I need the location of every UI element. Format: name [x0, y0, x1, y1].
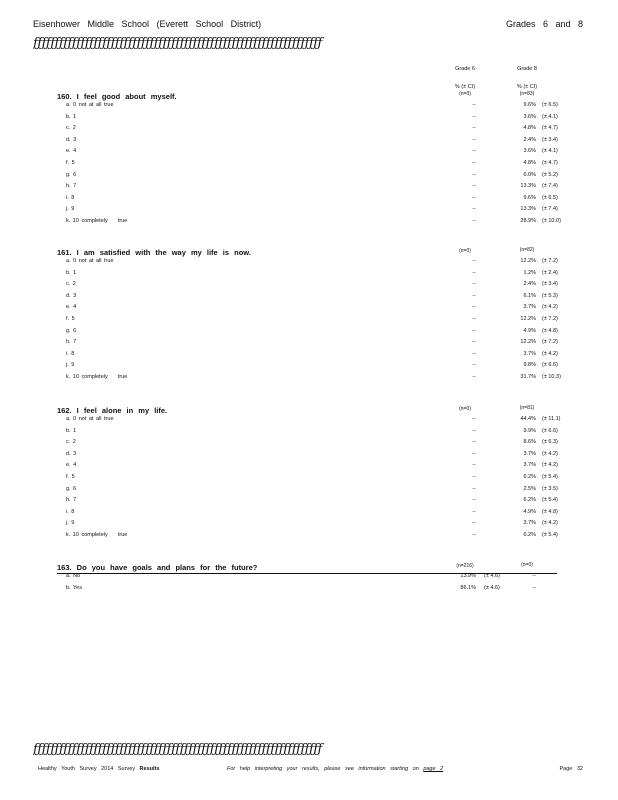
grade8-ci: (± 3.4) [542, 281, 558, 288]
response-row [66, 428, 566, 439]
response-label: f. 5 [66, 316, 75, 322]
grade8-percent: 13.3% [520, 206, 536, 213]
grade8-percent: 3.7% [523, 350, 536, 357]
response-label: c. 2 [66, 125, 76, 132]
response-label: d. 3 [66, 292, 77, 299]
grade8-percent: 2.5% [523, 485, 536, 492]
grade6-percent: -- [472, 450, 476, 457]
footer-rule: ƒƒƒƒƒƒƒƒƒƒƒƒƒƒƒƒƒƒƒƒƒƒƒƒƒƒƒƒƒƒƒƒƒƒƒƒƒƒƒƒƒƒƒƒƒƒƒƒƒƒƒƒƒƒƒƒƒƒƒƒƒƒƒƒƒƒƒ [33, 742, 322, 757]
grade6-percent: -- [472, 113, 476, 120]
grade8-ci: (± 5.4) [542, 532, 558, 538]
grade8-percent: 6.2% [523, 474, 536, 480]
response-row [66, 339, 566, 350]
grade8-ci: (± 10.0) [542, 218, 561, 224]
response-row [66, 532, 566, 543]
grade8-ci: (± 4.7) [542, 125, 558, 132]
question-title: 160. I feel good about myself. [57, 92, 177, 101]
grade8-ci: (± 4.7) [542, 160, 558, 166]
school-name: Eisenhower Middle School (Everett School District) [33, 19, 262, 29]
page-number: Page 32 [559, 766, 583, 772]
response-label: k. 10 completely true [66, 218, 128, 224]
grade6-percent: -- [472, 194, 476, 201]
response-label: j. 9 [66, 520, 75, 527]
response-row [66, 270, 566, 281]
grade8-percent: 6.2% [523, 532, 536, 538]
grade6-percent: -- [472, 427, 476, 434]
footer-page-link[interactable]: page 2 [423, 766, 444, 772]
grade6-percent: -- [472, 148, 476, 155]
response-label: j. 9 [66, 206, 75, 213]
grade8-ci: (± 4.2) [542, 304, 558, 311]
grade8-ci: (± 6.3) [542, 439, 558, 446]
grade8-ci: (± 6.5) [542, 102, 558, 108]
grade6-percent: -- [472, 316, 476, 322]
response-row [66, 486, 566, 497]
grade6-percent: -- [472, 485, 476, 492]
response-row [66, 206, 566, 217]
response-row [66, 137, 566, 148]
grade6-percent: -- [472, 362, 476, 369]
response-row [66, 172, 566, 183]
response-row [66, 416, 566, 427]
grade8-ci: (± 4.2) [542, 450, 558, 457]
response-row [66, 328, 566, 339]
question-title: 163. Do you have goals and plans for the future? [57, 563, 258, 572]
grade6-percent: -- [472, 281, 476, 288]
grade6-percent: -- [472, 462, 476, 469]
footer-help-text [227, 766, 443, 772]
response-label: f. 5 [66, 474, 75, 480]
response-row [66, 351, 566, 362]
grade8-ci: (± 6.6) [542, 427, 558, 434]
header-rule: ƒƒƒƒƒƒƒƒƒƒƒƒƒƒƒƒƒƒƒƒƒƒƒƒƒƒƒƒƒƒƒƒƒƒƒƒƒƒƒƒƒƒƒƒƒƒƒƒƒƒƒƒƒƒƒƒƒƒƒƒƒƒƒƒƒƒƒ [33, 36, 322, 51]
grade8-sample-size: (n=82) [519, 247, 535, 253]
grade6-percent: -- [472, 183, 476, 190]
response-row [66, 114, 566, 125]
grade6-percent: -- [472, 474, 476, 480]
grade8-ci: (± 4.1) [542, 148, 558, 155]
response-row [66, 474, 566, 485]
grade8-percent: 9.8% [523, 362, 536, 369]
grade8-percent: 28.9% [520, 218, 536, 224]
grade8-ci: (± 6.5) [542, 194, 558, 201]
grade6-percent: -- [472, 292, 476, 299]
response-row [66, 304, 566, 315]
grade8-percent: 9.9% [523, 427, 536, 434]
grade6-percent: -- [472, 532, 476, 538]
grade8-percent: -- [532, 573, 536, 579]
page-header [33, 19, 583, 29]
grade8-ci: (± 5.4) [542, 474, 558, 480]
grade8-percent: 3.7% [523, 304, 536, 311]
grade8-percent: 4.8% [523, 125, 536, 132]
grade8-percent: 31.7% [520, 374, 536, 380]
grade6-percent: -- [472, 439, 476, 446]
grade8-ci: (± 7.2) [542, 316, 558, 322]
response-label: k. 10 completely true [66, 374, 128, 380]
grade6-percent: -- [472, 304, 476, 311]
grade8-percent: 9.6% [523, 194, 536, 201]
response-label: b. 1 [66, 113, 77, 120]
grade6-sample-size: (n=0) [459, 248, 471, 254]
grade8-ci: (± 11.1) [542, 416, 561, 422]
grade8-percent: 3.7% [523, 520, 536, 527]
grade8-percent: 6.2% [523, 497, 536, 504]
response-label: e. 4 [66, 304, 77, 311]
response-row [66, 573, 566, 584]
grade8-percent: 2.4% [523, 281, 536, 288]
response-label: b. 1 [66, 269, 77, 276]
grade8-percent: 4.8% [523, 160, 536, 166]
grade8-percent: 3.6% [523, 148, 536, 155]
grade6-percent: 86.1% [460, 584, 476, 591]
response-label: c. 2 [66, 439, 76, 446]
grade8-percent: 3.7% [523, 450, 536, 457]
grade8-ci: (± 4.8) [542, 508, 558, 515]
response-label: k. 10 completely true [66, 532, 128, 538]
grade8-percent: 6.0% [523, 171, 536, 178]
grade6-ci: (± 4.6) [484, 573, 500, 579]
response-row [66, 497, 566, 508]
grade6-percent: -- [472, 102, 476, 108]
grade8-ci: (± 4.2) [542, 462, 558, 469]
response-row [66, 509, 566, 520]
grade6-percent: -- [472, 258, 476, 264]
grade6-percent: -- [472, 508, 476, 515]
response-label: h. 7 [66, 183, 77, 190]
grade6-column-header: Grade 6 [455, 66, 475, 72]
response-row [66, 585, 566, 596]
response-row [66, 451, 566, 462]
grade6-percent: -- [472, 206, 476, 213]
response-label: c. 2 [66, 281, 76, 288]
grade8-percent: 6.1% [523, 292, 536, 299]
response-label: d. 3 [66, 450, 77, 457]
response-row [66, 218, 566, 229]
response-row [66, 374, 566, 385]
grade8-percent: 3.7% [523, 462, 536, 469]
response-label: d. 3 [66, 136, 77, 143]
grade8-percent: 4.9% [523, 508, 536, 515]
grade6-percent: -- [472, 160, 476, 166]
response-row [66, 439, 566, 450]
grade8-pct-ci-header: % (± CI) [516, 84, 538, 90]
grade6-percent: -- [472, 269, 476, 276]
response-label: i. 8 [66, 350, 75, 357]
response-label: a. 0 not at all true [66, 258, 114, 264]
grade8-ci: (± 7.4) [542, 206, 558, 213]
grade8-percent: 3.6% [523, 113, 536, 120]
grade8-ci: (± 7.2) [542, 258, 558, 264]
grade6-percent: -- [472, 327, 476, 334]
response-row [66, 183, 566, 194]
response-label: e. 4 [66, 148, 77, 155]
grade8-ci: (± 3.4) [542, 136, 558, 143]
response-label: i. 8 [66, 508, 75, 515]
grade8-ci: (± 2.4) [542, 269, 558, 276]
grade8-ci: (± 4.2) [542, 350, 558, 357]
footer-help-sentence: For help interpreting your results, please see information starting on [227, 766, 419, 772]
grade8-column-header: Grade 8 [517, 66, 537, 72]
grade8-ci: (± 5.2) [542, 171, 558, 178]
grade6-percent: -- [472, 218, 476, 224]
grade8-percent: 13.3% [520, 183, 536, 190]
grade8-sample-size: (n=0) [521, 562, 533, 568]
response-row [66, 316, 566, 327]
grade8-percent: 12.2% [520, 258, 536, 264]
grade6-pct-ci-header: % (± CI) [454, 84, 476, 90]
grade8-sample-size: (n=83) [519, 91, 535, 97]
grade6-percent: -- [472, 350, 476, 357]
grade6-percent: 13.9% [460, 573, 476, 579]
grade8-percent: 44.4% [520, 416, 536, 422]
response-row [66, 102, 566, 113]
response-label: b. Yes [66, 584, 82, 591]
response-row [66, 125, 566, 136]
grade8-ci: (± 4.2) [542, 520, 558, 527]
grade8-ci: (± 3.5) [542, 485, 558, 492]
response-label: h. 7 [66, 497, 77, 504]
response-row [66, 281, 566, 292]
footer-survey-name: Healthy Youth Survey 2014 Survey [38, 766, 136, 772]
grade8-percent: 12.2% [520, 339, 536, 346]
grade8-percent: -- [532, 584, 536, 591]
grades-label: Grades 6 and 8 [505, 19, 583, 29]
response-row [66, 520, 566, 531]
grade8-ci: (± 5.4) [542, 497, 558, 504]
response-label: g. 6 [66, 485, 77, 492]
grade6-percent: -- [472, 125, 476, 132]
grade8-ci: (± 4.8) [542, 327, 558, 334]
grade8-ci: (± 7.2) [542, 339, 558, 346]
grade8-percent: 1.2% [523, 269, 536, 276]
response-row [66, 462, 566, 473]
response-label: e. 4 [66, 462, 77, 469]
response-label: g. 6 [66, 327, 77, 334]
grade8-percent: 9.6% [523, 102, 536, 108]
grade8-percent: 8.6% [523, 439, 536, 446]
grade6-percent: -- [472, 339, 476, 346]
response-label: f. 5 [66, 160, 75, 166]
response-row [66, 258, 566, 269]
question-title: 162. I feel alone in my life. [57, 406, 168, 415]
grade8-percent: 12.2% [520, 316, 536, 322]
response-label: j. 9 [66, 362, 75, 369]
grade6-sample-size: (n=0) [459, 406, 471, 412]
grade8-sample-size: (n=81) [519, 405, 535, 411]
grade6-percent: -- [472, 416, 476, 422]
grade8-ci: (± 7.4) [542, 183, 558, 190]
response-label: g. 6 [66, 171, 77, 178]
response-row [66, 362, 566, 373]
response-row [66, 195, 566, 206]
grade8-percent: 2.4% [523, 136, 536, 143]
grade6-sample-size: (n=216) [456, 563, 474, 569]
grade8-ci: (± 10.3) [542, 374, 561, 380]
grade8-ci: (± 5.3) [542, 292, 558, 299]
response-row [66, 160, 566, 171]
page-footer [38, 766, 583, 772]
grade8-ci: (± 6.6) [542, 362, 558, 369]
response-row [66, 293, 566, 304]
response-label: a. No [66, 573, 81, 579]
grade6-sample-size: (n=0) [459, 91, 471, 97]
grade6-percent: -- [472, 374, 476, 380]
response-label: i. 8 [66, 194, 75, 201]
grade8-percent: 4.9% [523, 327, 536, 334]
grade6-percent: -- [472, 520, 476, 527]
response-label: a. 0 not at all true [66, 102, 114, 108]
footer-results-label: Results [139, 766, 160, 772]
grade8-ci: (± 4.1) [542, 113, 558, 120]
grade6-percent: -- [472, 136, 476, 143]
grade6-ci: (± 4.6) [484, 584, 500, 591]
response-label: b. 1 [66, 427, 77, 434]
question-title: 161. I am satisfied with the way my life is now. [57, 248, 251, 257]
grade6-percent: -- [472, 171, 476, 178]
response-label: h. 7 [66, 339, 77, 346]
grade6-percent: -- [472, 497, 476, 504]
response-label: a. 0 not at all true [66, 416, 114, 422]
response-row [66, 148, 566, 159]
